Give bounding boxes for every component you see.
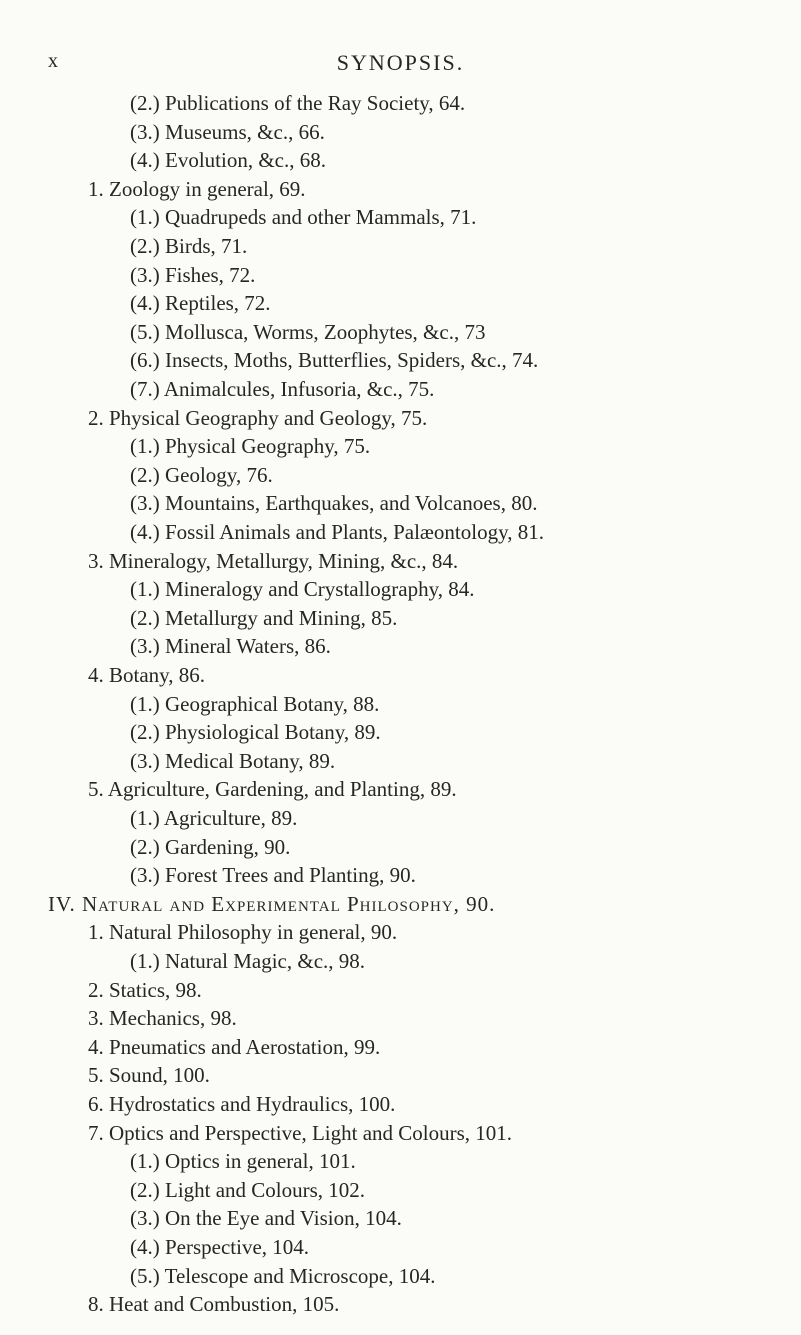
toc-subentry: (6.) Insects, Moths, Butterflies, Spiders, &c., 74. [130,348,539,373]
toc-entry: 2. Physical Geography and Geology, 75. [88,405,428,430]
toc-subentry: (5.) Telescope and Microscope, 104. [130,1263,436,1288]
toc-entry: 5. Sound, 100. [88,1063,210,1088]
page-header [0,46,801,76]
toc-subentry: (3.) Medical Botany, 89. [130,748,336,773]
toc-subentry: (2.) Birds, 71. [130,234,248,258]
toc-subentry: (4.) Reptiles, 72. [130,291,271,316]
toc-subentry: (4.) Perspective, 104. [130,1235,310,1259]
page-number: x [48,50,59,72]
toc-entry: 3. Mechanics, 98. [88,1006,237,1031]
toc-subentry: (4.) Evolution, &c., 68. [130,148,326,173]
toc-subentry: (7.) Animalcules, Infusoria, &c., 75. [130,377,435,401]
toc-entry: 6. Hydrostatics and Hydraulics, 100. [88,1092,396,1116]
toc-subentry: (1.) Mineralogy and Crystallography, 84. [130,577,475,602]
toc-subentry: (2.) Geology, 76. [130,462,273,487]
toc-subentry: (3.) Fishes, 72. [130,262,256,287]
toc-entry: 7. Optics and Perspective, Light and Colours, 101. [88,1120,513,1145]
toc-entry: 5. Agriculture, Gardening, and Planting, 89. [88,777,457,802]
toc-subentry: (2.) Gardening, 90. [130,834,291,859]
toc-entry: 1. Natural Philosophy in general, 90. [88,920,398,945]
toc-subentry: (4.) Fossil Animals and Plants, Palæontology, 81. [130,520,544,544]
toc-subentry: (5.) Mollusca, Worms, Zoophytes, &c., 73 [130,319,486,344]
toc-subentry: (3.) On the Eye and Vision, 104. [130,1206,402,1231]
toc-subentry: (1.) Agriculture, 89. [130,806,298,830]
section-heading: IV. Natural and Experimental Philosophy, 90. [48,891,496,916]
toc-entry: 4. Botany, 86. [88,663,206,687]
running-title: SYNOPSIS. [336,50,465,75]
toc-subentry: (1.) Quadrupeds and other Mammals, 71. [130,205,477,230]
toc-entry: 3. Mineralogy, Metallurgy, Mining, &c., 84. [88,548,459,573]
toc-subentry: (2.) Physiological Botany, 89. [130,720,381,745]
toc-subentry: (3.) Forest Trees and Planting, 90. [130,863,416,888]
toc-subentry: (3.) Museums, &c., 66. [130,119,325,144]
toc-entry: 8. Heat and Combustion, 105. [88,1292,340,1317]
toc-subentry: (3.) Mineral Waters, 86. [130,634,331,659]
toc-entry: 4. Pneumatics and Aerostation, 99. [88,1034,381,1059]
toc-entry: 2. Statics, 98. [88,977,202,1002]
toc-subentry: (1.) Optics in general, 101. [130,1149,356,1174]
toc-subentry: (2.) Publications of the Ray Society, 64. [130,91,466,115]
toc-subentry: (2.) Light and Colours, 102. [130,1177,366,1202]
toc-subentry: (1.) Physical Geography, 75. [130,434,371,459]
toc-subentry: (1.) Natural Magic, &c., 98. [130,949,366,973]
toc-subentry: (1.) Geographical Botany, 88. [130,691,380,716]
toc-entry: 1. Zoology in general, 69. [88,176,306,201]
toc-subentry: (2.) Metallurgy and Mining, 85. [130,605,398,630]
toc-subentry: (3.) Mountains, Earthquakes, and Volcanoes, 80. [130,491,538,516]
